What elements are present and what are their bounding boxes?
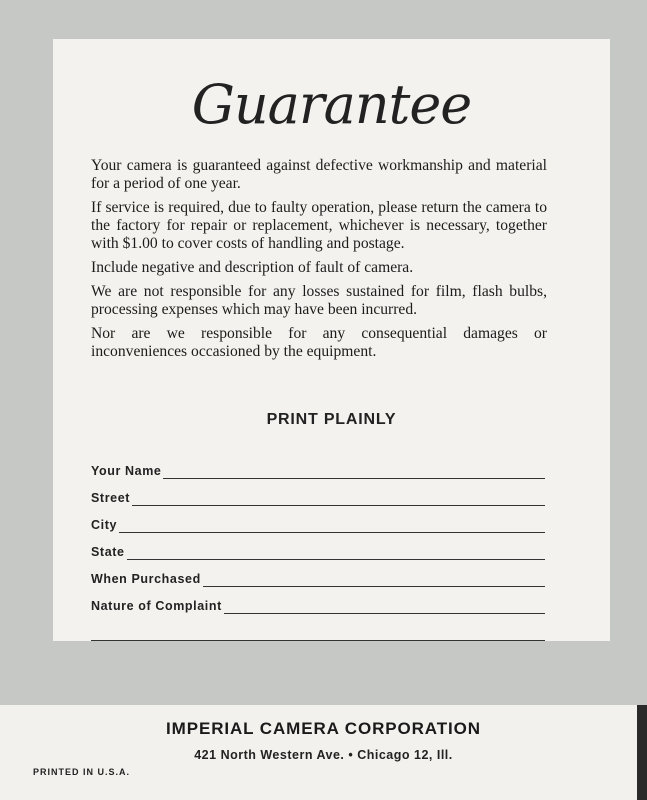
street-input-line[interactable] [132,491,545,506]
state-input-line[interactable] [127,545,545,560]
guarantee-text [91,157,547,367]
page-edge-shadow [637,705,647,800]
guarantee-title: Guarantee [191,73,472,136]
field-complaint-label: Nature of Complaint [91,599,222,613]
complaint-input-line[interactable] [224,599,545,614]
paragraph-service: If service is required, due to faulty operation, please return the camera to the factory for repair or replacement, whichever is necessary, together with $1.00 to cover costs of handling and postage. [91,199,547,252]
when-purchased-input-line[interactable] [203,572,545,587]
footer [0,705,647,800]
city-input-line[interactable] [119,518,545,533]
field-when-purchased-label: When Purchased [91,572,201,586]
paragraph-damages: Nor are we responsible for any consequential damages or inconveniences occasioned by the equipment. [91,325,547,360]
paragraph-include: Include negative and description of fault of camera. [91,259,414,276]
paragraph-warranty: Your camera is guaranteed against defective workmanship and material for a period of one year. [91,157,547,192]
company-name: IMPERIAL CAMERA CORPORATION [166,719,481,738]
field-city-label: City [91,518,118,532]
guarantee-form [91,452,545,641]
company-address: 421 North Western Ave. • Chicago 12, Ill. [194,748,453,762]
print-plainly-heading: PRINT PLAINLY [266,411,397,428]
field-city[interactable] [91,506,545,533]
field-name[interactable] [91,452,545,479]
complaint-extra-line[interactable] [91,614,545,641]
paragraph-liability: We are not responsible for any losses sustained for film, flash bulbs, processing expenses which may have been incurred. [91,283,547,318]
field-street-label: Street [91,491,131,505]
field-state[interactable] [91,533,545,560]
guarantee-panel [53,39,610,641]
field-state-label: State [91,545,125,559]
name-input-line[interactable] [163,464,545,479]
field-complaint[interactable] [91,587,545,614]
field-when-purchased[interactable] [91,560,545,587]
field-name-label: Your Name [91,464,162,478]
field-street[interactable] [91,479,545,506]
printed-in-usa: PRINTED IN U.S.A. [33,767,131,777]
